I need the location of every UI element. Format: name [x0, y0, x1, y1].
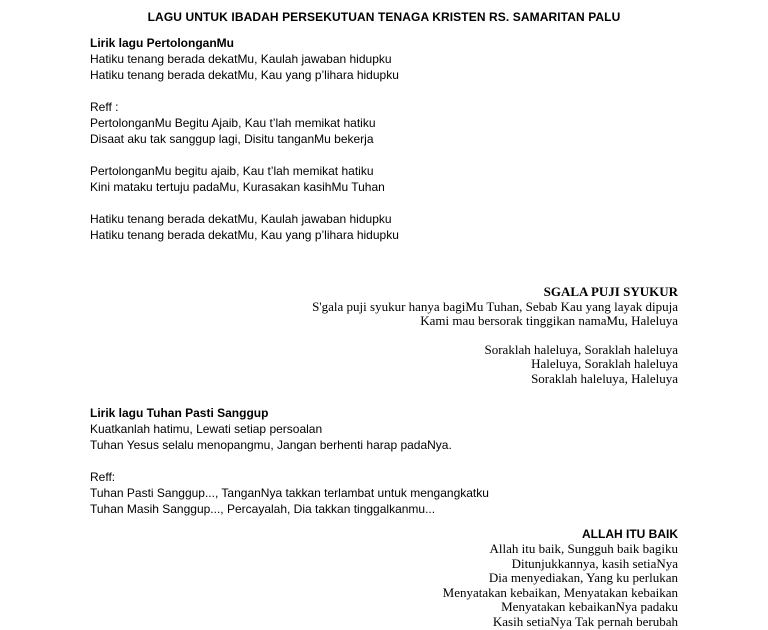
lyric-line: Allah itu baik, Sungguh baik bagiku	[489, 541, 678, 556]
lyric-line: Dia menyediakan, Yang ku perlukan	[488, 570, 678, 585]
lyric-line: Kini mataku tertuju padaMu, Kurasakan kasihMu Tuhan	[90, 180, 385, 194]
lyric-line: Kuatkanlah hatimu, Lewati setiap persoalan	[90, 422, 323, 436]
lyric-line: Hatiku tenang berada dekatMu, Kaulah jawaban hidupku	[90, 52, 392, 66]
song-heading: SGALA PUJI SYUKUR	[543, 284, 678, 299]
reff-label: Reff:	[90, 470, 116, 484]
song-allah-itu-baik	[118, 526, 678, 629]
lyric-line: PertolonganMu Begitu Ajaib, Kau t’lah memikat hatiku	[90, 116, 376, 130]
lyric-line: Tuhan Pasti Sanggup..., TanganNya takkan terlambat untuk mengangkatku	[90, 486, 489, 500]
lyric-line: Hatiku tenang berada dekatMu, Kaulah jawaban hidupku	[90, 212, 392, 226]
lyric-line: Tuhan Yesus selalu menopangmu, Jangan berhenti harap padaNya.	[90, 438, 452, 452]
lyric-line: Disaat aku tak sanggup lagi, Disitu tanganMu bekerja	[90, 132, 374, 146]
lyric-line: Hatiku tenang berada dekatMu, Kau yang p’lihara hidupku	[90, 228, 399, 242]
lyric-line: Menyatakan kebaikanNya padaku	[501, 599, 678, 614]
song-heading: ALLAH ITU BAIK	[582, 527, 678, 541]
lyric-line: Soraklah haleluya, Soraklah haleluya	[484, 341, 678, 357]
song-pertolonganmu	[90, 35, 650, 243]
lyric-line: Haleluya, Soraklah haleluya	[531, 356, 678, 371]
lyric-line: Menyatakan kebaikan, Menyatakan kebaikan	[442, 584, 678, 600]
document-title: LAGU UNTUK IBADAH PERSEKUTUAN TENAGA KRISTEN RS. SAMARITAN PALU	[147, 10, 621, 24]
lyric-line: Kami mau bersorak tinggikan namaMu, Haleluya	[420, 313, 678, 328]
song-sgala-puji-syukur	[118, 285, 678, 386]
lyric-line: PertolonganMu begitu ajaib, Kau t’lah memikat hatiku	[90, 164, 374, 178]
song-tuhan-pasti-sanggup	[90, 405, 650, 517]
song-heading: Lirik lagu PertolonganMu	[90, 36, 235, 50]
lyric-line: Soraklah haleluya, Haleluya	[531, 370, 678, 386]
lyric-line: Tuhan Masih Sanggup..., Percayalah, Dia takkan tinggalkanmu...	[90, 502, 436, 516]
lyric-line: Kasih setiaNya Tak pernah berubah	[492, 613, 678, 629]
lyric-line: Ditunjukkannya, kasih setiaNya	[511, 555, 678, 571]
reff-label: Reff :	[90, 100, 119, 114]
lyric-line: S'gala puji syukur hanya bagiMu Tuhan, Sebab Kau yang layak dipuja	[312, 298, 678, 314]
lyric-line: Hatiku tenang berada dekatMu, Kau yang p’lihara hidupku	[90, 68, 399, 82]
song-heading: Lirik lagu Tuhan Pasti Sanggup	[90, 406, 269, 420]
